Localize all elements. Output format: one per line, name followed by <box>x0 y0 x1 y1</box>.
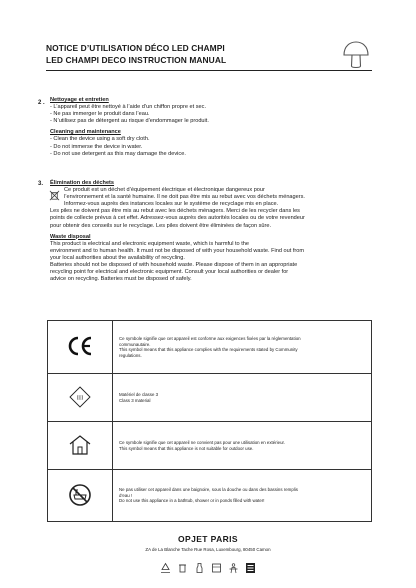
waste-heading-fr: Élimination des déchets <box>50 180 115 186</box>
info-tri-icon <box>245 562 256 574</box>
company-address: ZA de La Blanche Tache Rue Rosa, Luxembourg, 80450 Camon <box>145 547 271 552</box>
no-bathtub-icon <box>68 483 92 507</box>
section-3-waste <box>50 180 380 283</box>
cleaning-line-en: - Clean the device using a soft dry cloth. <box>50 136 150 143</box>
cleaning-line-en: - Do not immerse the device in water. <box>50 143 143 150</box>
packaging-icon <box>211 562 222 574</box>
waste-line-en: Batteries should not be disposed of with household waste. Please dispose of them in an appropriate <box>50 262 298 269</box>
symbol-text-line: d’eau ! <box>119 492 133 498</box>
cleaning-line-en: - Do not use detergent as this may damage the device. <box>50 150 186 157</box>
symbol-text-line: Do not use this appliance in a bathtub, shower or in ponds filled with water! <box>119 498 265 504</box>
indoor-use-icon <box>68 434 92 456</box>
symbol-cell <box>48 470 113 522</box>
symbol-cell <box>48 321 113 374</box>
section-2-cleaning <box>50 97 380 158</box>
mushroom-icon <box>341 40 371 70</box>
waste-line-en: your local authorities about the availability of recycling. <box>50 254 185 261</box>
waste-line-en: environment and to human health. It must not be disposed of with your household waste. Find out from <box>50 247 305 254</box>
symbol-description <box>113 374 372 422</box>
footer-recycling-icons <box>160 562 256 574</box>
symbol-text-line: Ne pas utiliser cet appareil dans une baignoire, sous la douche ou dans des bassins remplis <box>119 487 298 493</box>
symbol-text-line: Class 3 material <box>119 397 151 403</box>
cleaning-line-fr: - N’utilisez pas de détergent au risque d’endommager le produit. <box>50 118 209 125</box>
table-row <box>48 374 372 422</box>
triman-icon <box>228 562 239 574</box>
waste-line-fr: Ce produit est un déchet d’équipement électrique et électronique dangereux pour <box>64 187 265 194</box>
document-header <box>46 42 286 66</box>
symbol-text-line: Matériel de classe 3 <box>119 392 159 398</box>
symbol-description <box>113 470 372 522</box>
footer <box>0 534 416 552</box>
symbol-text-line: regulations. <box>119 352 142 358</box>
brand-name: OPJET PARIS <box>178 534 238 544</box>
waste-line-en: advice on recycling. Batteries must be disposed of safely. <box>50 276 192 283</box>
table-row <box>48 321 372 374</box>
table-row <box>48 422 372 470</box>
waste-line-fr: points de collecte prévus à cet effet. Adressez-vous auprès des autorités locales ou de votre revendeur <box>50 215 305 222</box>
cleaning-line-fr: - L’appareil peut être nettoyé à l’aide d’un chiffon propre et sec. <box>50 104 207 111</box>
glass-recycle-icon <box>194 562 205 574</box>
bin-disposal-icon <box>177 562 188 574</box>
header-divider <box>46 70 372 71</box>
cleaning-heading-fr: Nettoyage et entretien <box>50 97 109 103</box>
cleaning-heading-en: Cleaning and maintenance <box>50 129 121 136</box>
title-english: LED CHAMPI DECO INSTRUCTION MANUAL <box>46 55 227 65</box>
symbol-description <box>113 422 372 470</box>
symbols-table <box>47 320 372 522</box>
symbol-text-line: This symbol means that this appliance is not suitable for outdoor use. <box>119 445 254 451</box>
waste-line-fr: Informez-vous auprès des instances locales sur le système de recyclage mis en place. <box>64 201 279 208</box>
recycling-icon <box>160 562 171 574</box>
symbol-text-line: communautaire. <box>119 341 151 347</box>
waste-line-en: This product is electrical and electronic equipment waste, which is harmful to the <box>50 240 249 247</box>
section-3-number: 3. <box>38 181 44 187</box>
ce-mark-icon <box>65 335 95 357</box>
waste-line-fr: Les piles ne doivent pas être mis au rebut avec les déchets ménagers. Merci de les recycler dans les <box>50 208 300 215</box>
symbol-text-line: Ce symbole signifie que cet appareil ne convient pas pour une utilisation en extérieur. <box>119 440 285 446</box>
waste-line-en: recycling point for electrical and electronic equipment. Consult your local authorities or dealer for <box>50 269 289 276</box>
section-2-number: 2 . <box>38 100 45 106</box>
title-french: NOTICE D’UTILISATION DÉCO LED CHAMPI <box>46 43 225 53</box>
cleaning-line-fr: - Ne pas immerger le produit dans l’eau. <box>50 111 150 118</box>
symbol-text-line: This symbol means that this appliance complies with the requirements stated by Community <box>119 347 298 353</box>
symbol-cell <box>48 374 113 422</box>
waste-heading-en: Waste disposal <box>50 233 91 240</box>
symbol-cell <box>48 422 113 470</box>
waste-line-fr: l’environnement et la santé humaine. Il ne doit pas être mis au rebut avec vos déchets ménagers. <box>64 194 305 201</box>
class-3-label: III <box>76 394 84 402</box>
waste-line-fr: pour obtenir des conseils sur le recyclage. Les piles doivent être éliminées de façon sûre. <box>50 222 272 229</box>
symbol-text-line: Ce symbole signifie que cet appareil est conforme aux exigences fixées par la réglementation <box>119 335 301 341</box>
class-3-icon <box>69 386 91 408</box>
table-row <box>48 470 372 522</box>
symbol-description <box>113 321 372 374</box>
